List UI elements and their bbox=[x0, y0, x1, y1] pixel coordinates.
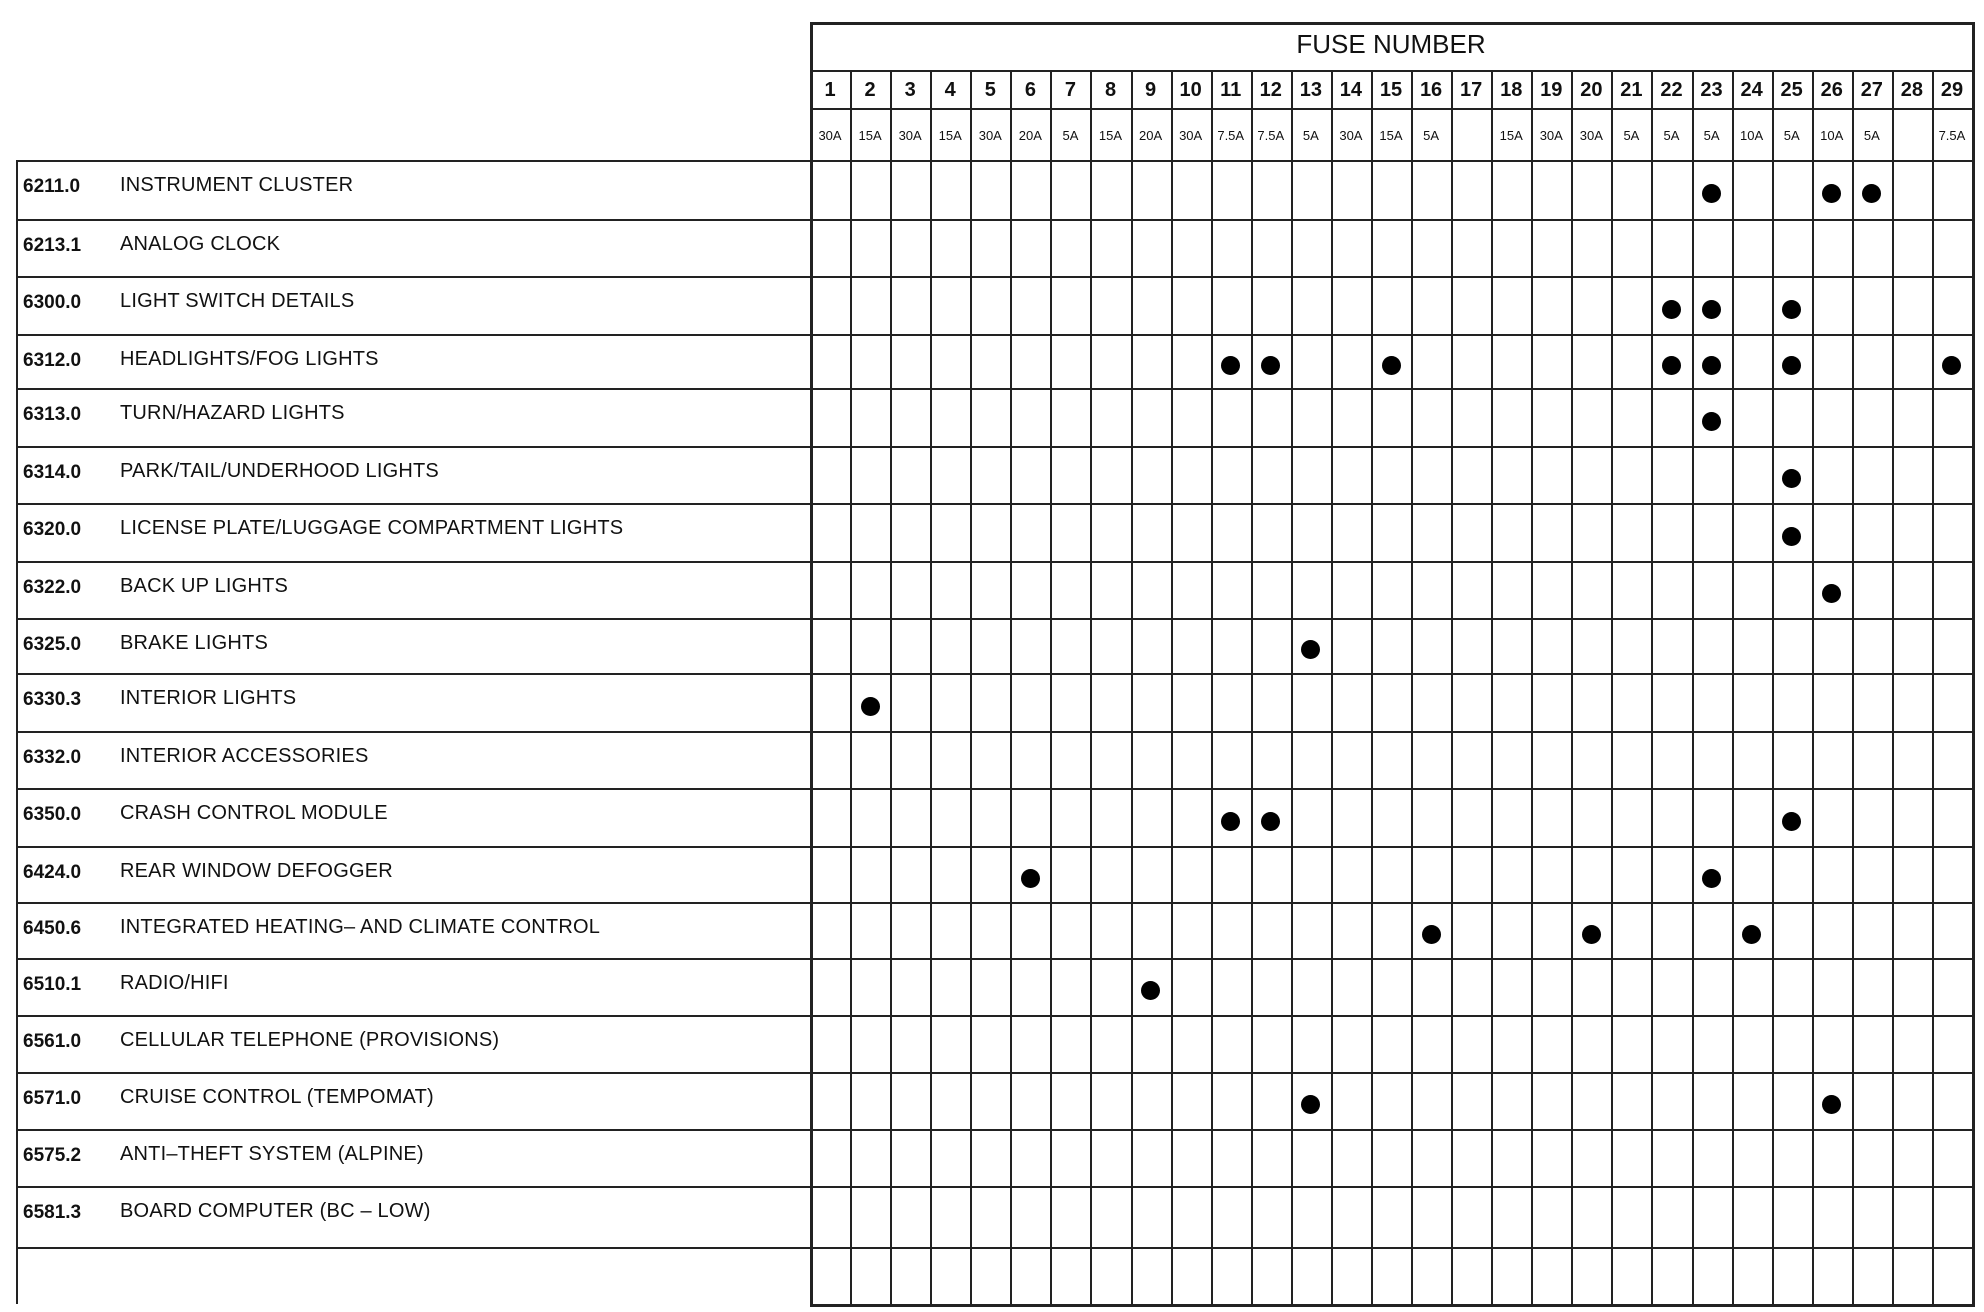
system-name: BACK UP LIGHTS bbox=[120, 575, 289, 597]
fuse-number-3: 3 bbox=[904, 79, 916, 101]
row-divider bbox=[16, 1186, 1972, 1188]
fuse-rating-22: 5A bbox=[1663, 128, 1680, 143]
fuse-dot bbox=[1782, 812, 1801, 831]
system-code: 6510.1 bbox=[23, 974, 82, 995]
fuse-dot bbox=[1942, 356, 1961, 375]
row-divider bbox=[16, 503, 1972, 505]
system-code: 6313.0 bbox=[23, 404, 82, 425]
column-divider bbox=[1852, 70, 1854, 1304]
system-name: CRUISE CONTROL (TEMPOMAT) bbox=[120, 1086, 434, 1108]
fuse-dot bbox=[1702, 869, 1721, 888]
fuse-number-17: 17 bbox=[1460, 79, 1483, 101]
row-divider bbox=[16, 618, 1972, 620]
column-divider bbox=[1812, 70, 1814, 1304]
column-divider bbox=[1251, 70, 1253, 1304]
row-divider bbox=[16, 673, 1972, 675]
system-code: 6322.0 bbox=[23, 577, 82, 598]
row-divider bbox=[16, 446, 1972, 448]
row-divider bbox=[16, 388, 1972, 390]
column-divider bbox=[1531, 70, 1533, 1304]
fuse-number-header: FUSE NUMBER bbox=[1296, 29, 1486, 59]
fuse-number-28: 28 bbox=[1900, 79, 1924, 101]
fuse-dot bbox=[1782, 300, 1801, 319]
fuse-rating-24: 10A bbox=[1740, 128, 1764, 143]
fuse-dot bbox=[1261, 356, 1280, 375]
fuse-number-25: 25 bbox=[1780, 79, 1803, 101]
fuse-number-8: 8 bbox=[1104, 79, 1117, 101]
header-rule bbox=[810, 70, 1972, 72]
fuse-number-23: 23 bbox=[1700, 79, 1723, 101]
row-divider bbox=[16, 1247, 1972, 1249]
column-divider bbox=[1491, 70, 1493, 1304]
column-divider bbox=[1451, 70, 1453, 1304]
column-divider bbox=[1211, 70, 1213, 1304]
column-divider bbox=[1291, 70, 1293, 1304]
fuse-rating-11: 7.5A bbox=[1217, 128, 1245, 143]
system-code: 6332.0 bbox=[23, 747, 82, 768]
column-divider bbox=[1131, 70, 1133, 1304]
system-name: LIGHT SWITCH DETAILS bbox=[120, 290, 355, 312]
fuse-rating-5: 30A bbox=[978, 128, 1002, 143]
fuse-number-11: 11 bbox=[1220, 79, 1242, 101]
system-code: 6330.3 bbox=[23, 689, 82, 710]
column-divider bbox=[1331, 70, 1333, 1304]
column-divider bbox=[1571, 70, 1573, 1304]
system-name: PARK/TAIL/UNDERHOOD LIGHTS bbox=[120, 460, 439, 482]
row-divider bbox=[16, 276, 1972, 278]
grid-left-border bbox=[810, 22, 813, 1307]
system-code: 6575.2 bbox=[23, 1145, 82, 1166]
fuse-dot bbox=[1862, 184, 1881, 203]
fuse-rating-26: 10A bbox=[1820, 128, 1844, 143]
system-code: 6424.0 bbox=[23, 862, 82, 883]
system-code: 6213.1 bbox=[23, 235, 82, 256]
system-code: 6450.6 bbox=[23, 918, 82, 939]
row-divider bbox=[16, 788, 1972, 790]
row-divider bbox=[16, 219, 1972, 221]
fuse-dot bbox=[1702, 184, 1721, 203]
fuse-dot bbox=[1702, 300, 1721, 319]
fuse-number-24: 24 bbox=[1740, 79, 1763, 101]
fuse-dot bbox=[1782, 527, 1801, 546]
fuse-number-20: 20 bbox=[1580, 79, 1603, 101]
fuse-number-9: 9 bbox=[1145, 79, 1157, 101]
fuse-rating-19: 30A bbox=[1539, 128, 1563, 143]
fuse-rating-7: 5A bbox=[1062, 128, 1079, 143]
fuse-dot bbox=[1141, 981, 1160, 1000]
fuse-dot bbox=[1301, 640, 1320, 659]
column-divider bbox=[1732, 70, 1734, 1304]
fuse-number-12: 12 bbox=[1259, 79, 1282, 101]
row-divider bbox=[16, 561, 1972, 563]
column-divider bbox=[1371, 70, 1373, 1304]
column-divider bbox=[1010, 70, 1012, 1304]
fuse-number-27: 27 bbox=[1860, 79, 1883, 101]
fuse-rating-8: 15A bbox=[1098, 128, 1123, 143]
fuse-number-19: 19 bbox=[1540, 79, 1563, 101]
system-name: HEADLIGHTS/FOG LIGHTS bbox=[120, 348, 379, 370]
column-divider bbox=[850, 70, 852, 1304]
column-divider bbox=[1611, 70, 1613, 1304]
fuse-rating-3: 30A bbox=[898, 128, 922, 143]
system-name: INTERIOR LIGHTS bbox=[120, 687, 297, 709]
fuse-dot bbox=[1221, 812, 1240, 831]
fuse-dot bbox=[1582, 925, 1601, 944]
fuse-dot bbox=[1742, 925, 1761, 944]
fuse-number-22: 22 bbox=[1660, 79, 1683, 101]
fuse-dot bbox=[1301, 1095, 1320, 1114]
fuse-rating-21: 5A bbox=[1623, 128, 1640, 143]
row-divider bbox=[16, 160, 1972, 162]
system-code: 6325.0 bbox=[23, 634, 82, 655]
fuse-rating-20: 30A bbox=[1579, 128, 1603, 143]
header-rule bbox=[810, 108, 1972, 110]
fuse-rating-2: 15A bbox=[858, 128, 882, 143]
fuse-rating-13: 5A bbox=[1302, 128, 1319, 143]
system-code: 6581.3 bbox=[23, 1202, 82, 1223]
fuse-number-21: 21 bbox=[1620, 79, 1643, 101]
fuse-rating-23: 5A bbox=[1703, 128, 1720, 143]
fuse-dot bbox=[1261, 812, 1280, 831]
system-name: ANALOG CLOCK bbox=[120, 233, 281, 255]
system-name: INTERIOR ACCESSORIES bbox=[120, 745, 369, 767]
column-divider bbox=[1171, 70, 1173, 1304]
fuse-dot bbox=[1021, 869, 1040, 888]
row-divider bbox=[16, 731, 1972, 733]
grid-top-border bbox=[810, 22, 1975, 25]
grid-right-border bbox=[1972, 22, 1975, 1307]
row-divider bbox=[16, 958, 1972, 960]
fuse-number-16: 16 bbox=[1419, 79, 1443, 101]
system-name: LICENSE PLATE/LUGGAGE COMPARTMENT LIGHTS bbox=[120, 517, 624, 539]
fuse-rating-6: 20A bbox=[1018, 128, 1042, 143]
system-code: 6350.0 bbox=[23, 804, 82, 825]
fuse-number-7: 7 bbox=[1064, 79, 1076, 101]
fuse-rating-29: 7.5A bbox=[1938, 128, 1966, 143]
fuse-number-14: 14 bbox=[1339, 79, 1363, 101]
grid-bottom-border bbox=[810, 1304, 1975, 1307]
column-divider bbox=[890, 70, 892, 1304]
row-divider bbox=[16, 846, 1972, 848]
fuse-rating-12: 7.5A bbox=[1257, 128, 1285, 143]
system-name: BOARD COMPUTER (BC – LOW) bbox=[120, 1200, 431, 1222]
fuse-number-1: 1 bbox=[824, 79, 836, 101]
fuse-dot bbox=[1822, 1095, 1841, 1114]
system-name: BRAKE LIGHTS bbox=[120, 632, 268, 654]
fuse-number-2: 2 bbox=[864, 79, 876, 101]
column-divider bbox=[970, 70, 972, 1304]
fuse-dot bbox=[1782, 469, 1801, 488]
column-divider bbox=[1090, 70, 1092, 1304]
fuse-rating-25: 5A bbox=[1783, 128, 1800, 143]
fuse-rating-10: 30A bbox=[1179, 128, 1203, 143]
fuse-dot bbox=[1221, 356, 1240, 375]
system-code: 6300.0 bbox=[23, 292, 82, 313]
fuse-dot bbox=[1822, 184, 1841, 203]
fuse-dot bbox=[1382, 356, 1401, 375]
fuse-dot bbox=[1662, 356, 1681, 375]
fuse-rating-18: 15A bbox=[1499, 128, 1523, 143]
row-divider bbox=[16, 1072, 1972, 1074]
system-code: 6314.0 bbox=[23, 462, 82, 483]
fuse-number-10: 10 bbox=[1179, 79, 1202, 101]
fuse-number-4: 4 bbox=[944, 79, 956, 101]
system-name: ANTI–THEFT SYSTEM (ALPINE) bbox=[120, 1143, 424, 1165]
fuse-number-6: 6 bbox=[1024, 79, 1036, 101]
fuse-dot bbox=[1822, 584, 1841, 603]
column-divider bbox=[1411, 70, 1413, 1304]
column-divider bbox=[930, 70, 932, 1304]
fuse-dot bbox=[861, 697, 880, 716]
system-code: 6320.0 bbox=[23, 519, 82, 540]
fuse-rating-1: 30A bbox=[818, 128, 842, 143]
system-name: INTEGRATED HEATING– AND CLIMATE CONTROL bbox=[120, 916, 601, 938]
row-divider bbox=[16, 334, 1972, 336]
system-code: 6561.0 bbox=[23, 1031, 82, 1052]
fuse-number-26: 26 bbox=[1820, 79, 1843, 101]
row-divider bbox=[16, 1129, 1972, 1131]
fuse-dot bbox=[1702, 412, 1721, 431]
system-code: 6312.0 bbox=[23, 350, 82, 371]
system-name: REAR WINDOW DEFOGGER bbox=[120, 860, 393, 882]
fuse-rating-4: 15A bbox=[938, 128, 962, 143]
system-name: CRASH CONTROL MODULE bbox=[120, 802, 388, 824]
system-code: 6571.0 bbox=[23, 1088, 82, 1109]
fuse-dot bbox=[1662, 300, 1681, 319]
system-name: TURN/HAZARD LIGHTS bbox=[120, 402, 345, 424]
fuse-dot bbox=[1702, 356, 1721, 375]
fuse-number-29: 29 bbox=[1940, 79, 1964, 101]
fuse-rating-9: 20A bbox=[1139, 128, 1163, 143]
fuse-dot bbox=[1422, 925, 1441, 944]
column-divider bbox=[1892, 70, 1894, 1304]
system-name: RADIO/HIFI bbox=[120, 972, 229, 994]
column-divider bbox=[1050, 70, 1052, 1304]
fuse-rating-27: 5A bbox=[1863, 128, 1880, 143]
fuse-number-15: 15 bbox=[1379, 79, 1403, 101]
fuse-rating-14: 30A bbox=[1339, 128, 1363, 143]
column-divider bbox=[1772, 70, 1774, 1304]
system-name: CELLULAR TELEPHONE (PROVISIONS) bbox=[120, 1029, 500, 1051]
column-divider bbox=[1932, 70, 1934, 1304]
fuse-number-18: 18 bbox=[1500, 79, 1523, 101]
label-column-left-border bbox=[16, 160, 18, 1304]
fuse-rating-15: 15A bbox=[1379, 128, 1403, 143]
column-divider bbox=[1692, 70, 1694, 1304]
fuse-number-13: 13 bbox=[1299, 79, 1322, 101]
fuse-rating-16: 5A bbox=[1423, 128, 1440, 143]
fuse-number-5: 5 bbox=[984, 79, 996, 101]
row-divider bbox=[16, 902, 1972, 904]
row-divider bbox=[16, 1015, 1972, 1017]
column-divider bbox=[1651, 70, 1653, 1304]
system-name: INSTRUMENT CLUSTER bbox=[120, 174, 354, 196]
system-code: 6211.0 bbox=[23, 176, 81, 197]
fuse-dot bbox=[1782, 356, 1801, 375]
